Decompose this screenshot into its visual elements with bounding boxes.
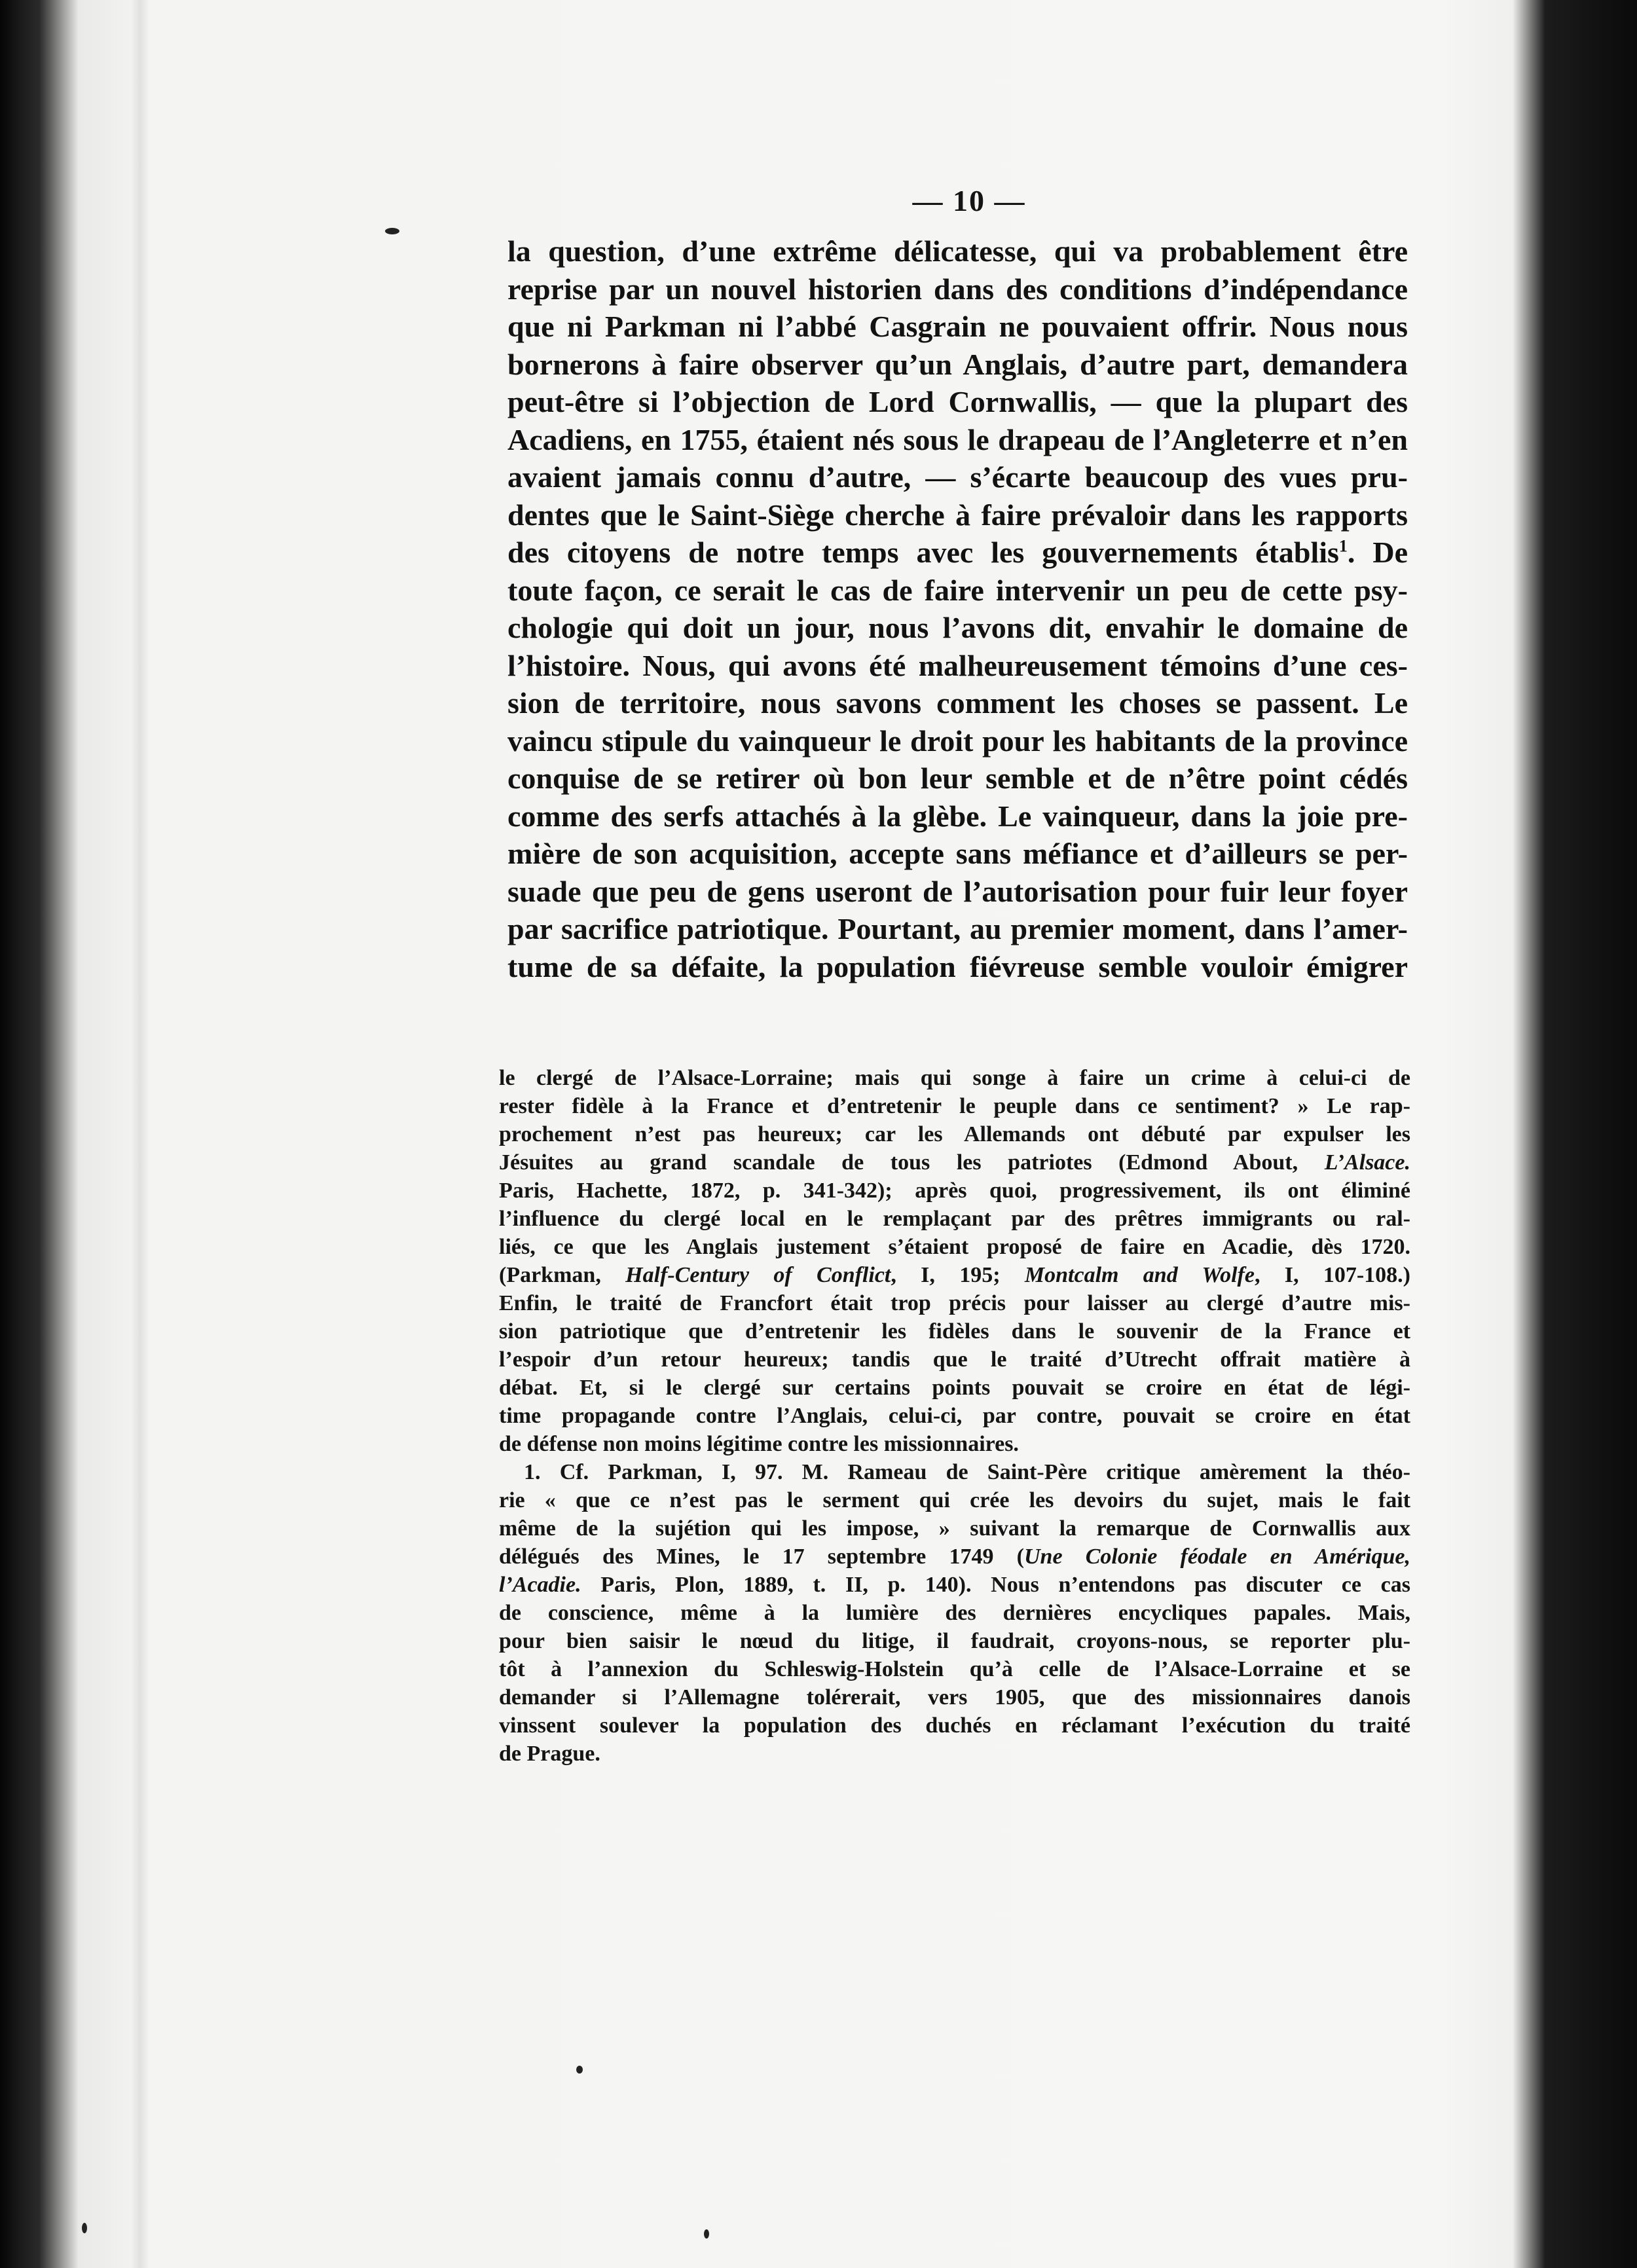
text-line: vaincu stipule du vainqueur le droit pour les habitants de la province — [507, 723, 1408, 758]
footnote-marker: 1 — [1338, 536, 1348, 556]
text-line: par sacrifice patriotique. Pourtant, au premier moment, dans l’amer- — [507, 912, 1408, 945]
book-title: Half-Century of Conflict — [625, 1263, 891, 1287]
note-line: le clergé de l’Alsace-Lorraine; mais qui songe à faire un crime à celui-ci de — [499, 1066, 1410, 1090]
text-line: conquise de se retirer où bon leur semble et de n’être point cédés — [507, 761, 1408, 795]
footnote-line: tôt à l’annexion du Schleswig-Holstein qu’à celle de l’Alsace-Lorraine et se — [499, 1657, 1410, 1681]
text-line: sion de territoire, nous savons comment les choses se passent. Le — [507, 686, 1408, 720]
text-line: chologie qui doit un jour, nous l’avons dit, envahir le domaine de — [507, 611, 1408, 644]
note-line: l’influence du clergé local en le remplaçant par des prêtres immigrants ou ral- — [499, 1207, 1410, 1231]
scan-speck — [576, 2066, 583, 2074]
scan-speck — [704, 2229, 709, 2239]
footnote-line: de conscience, même à la lumière des dernières encycliques papales. Mais, — [499, 1601, 1410, 1625]
note-segment: Jésuites au grand scandale de tous les patriotes (Edmond About, — [499, 1150, 1325, 1175]
text-line: la question, d’une extrême délicatesse, qui va probablement être — [507, 234, 1408, 268]
text-line: l’histoire. Nous, qui avons été malheureusement témoins d’une ces- — [507, 648, 1408, 682]
text-line: avaient jamais connu d’autre, — s’écarte beaucoup des vues pru- — [507, 460, 1408, 494]
note-line: time propagande contre l’Anglais, celui-ci, par contre, pouvait se croire en état — [499, 1404, 1410, 1428]
footnote-line: de Prague. — [499, 1742, 600, 1766]
footnote-line — [499, 1571, 1410, 1599]
text-line — [507, 534, 1408, 572]
note-segment: , I, 107-108.) — [1254, 1263, 1410, 1287]
main-text — [507, 232, 1408, 985]
note-line: prochement n’est pas heureux; car les Allemands ont débuté par expulser les — [499, 1122, 1410, 1146]
text-line: Acadiens, en 1755, étaient nés sous le drapeau de l’Angleterre et n’en — [507, 422, 1408, 456]
note-line — [499, 1261, 1410, 1289]
book-title: l’Acadie. — [499, 1573, 581, 1597]
book-title: L’Alsace. — [1324, 1150, 1410, 1175]
text-line: mière de son acquisition, accepte sans méfiance et d’ailleurs se per- — [507, 837, 1408, 870]
text-line: bornerons à faire observer qu’un Anglais, d’autre part, demandera — [507, 347, 1408, 381]
footnotes — [499, 1064, 1410, 1768]
scan-speck — [82, 2223, 87, 2233]
footnote-line: demander si l’Allemagne tolérerait, vers 1905, que des missionnaires danois — [499, 1685, 1410, 1710]
note-line: Enfin, le traité de Francfort était trop précis pour laisser au clergé d’autre mis- — [499, 1291, 1410, 1315]
note-segment: délégués des Mines, le 17 septembre 1749 ( — [499, 1545, 1024, 1569]
text-line: comme des serfs attachés à la glèbe. Le vainqueur, dans la joie pre- — [507, 799, 1408, 833]
note-line: liés, ce que les Anglais justement s’étaient proposé de faire en Acadie, dès 1720. — [499, 1235, 1410, 1259]
footnote-line — [499, 1543, 1410, 1571]
page-edge-shadow — [131, 0, 149, 2268]
note-line: Paris, Hachette, 1872, p. 341-342); après quoi, progressivement, ils ont éliminé — [499, 1179, 1410, 1203]
note-segment: (Parkman, — [499, 1263, 626, 1287]
text-line: peut-être si l’objection de Lord Cornwallis, — que la plupart des — [507, 385, 1408, 418]
text-line: toute façon, ce serait le cas de faire intervenir un peu de cette psy- — [507, 573, 1408, 607]
note-line: de défense non moins légitime contre les missionnaires. — [499, 1432, 1019, 1456]
text-line: dentes que le Saint-Siège cherche à faire prévaloir dans les rapports — [507, 498, 1408, 532]
footnote-line: 1. Cf. Parkman, I, 97. M. Rameau de Saint-Père critique amèrement la théo- — [524, 1460, 1410, 1484]
text-line: suade que peu de gens useront de l’autorisation pour fuir leur foyer — [507, 874, 1408, 908]
text-segment: . De — [1347, 536, 1408, 569]
footnote-line: même de la sujétion qui les impose, » suivant la remarque de Cornwallis aux — [499, 1516, 1410, 1541]
note-line: l’espoir d’un retour heureux; tandis que le traité d’Utrecht offrait matière à — [499, 1347, 1410, 1372]
footnote-line: vinssent soulever la population des duchés en réclamant l’exécution du traité — [499, 1713, 1410, 1738]
note-line — [499, 1148, 1410, 1177]
note-line: débat. Et, si le clergé sur certains points pouvait se croire en état de légi- — [499, 1376, 1410, 1400]
note-line: rester fidèle à la France et d’entretenir le peuple dans ce sentiment? » Le rap- — [499, 1094, 1410, 1118]
book-title: Une Colonie féodale en Amérique, — [1023, 1545, 1410, 1569]
text-line: que ni Parkman ni l’abbé Casgrain ne pouvaient offrir. Nous nous — [507, 310, 1408, 343]
scan-speck — [385, 228, 399, 234]
page-number: — 10 — — [912, 184, 1026, 217]
note-line: sion patriotique que d’entretenir les fidèles dans le souvenir de la France et — [499, 1319, 1410, 1344]
text-segment: des citoyens de notre temps avec les gouvernements établis — [507, 536, 1339, 569]
footnote-line: rie « que ce n’est pas le serment qui crée les devoirs du sujet, mais le fait — [499, 1488, 1410, 1512]
text-line: tume de sa défaite, la population fiévreuse semble vouloir émigrer — [507, 949, 1408, 983]
book-title: Montcalm and Wolfe — [1024, 1263, 1255, 1287]
footnote-line: pour bien saisir le nœud du litige, il faudrait, croyons-nous, se reporter plu- — [499, 1629, 1410, 1653]
note-segment: Paris, Plon, 1889, t. II, p. 140). Nous n’entendons pas discuter ce cas — [581, 1573, 1410, 1597]
text-line: reprise par un nouvel historien dans des conditions d’indépendance — [507, 272, 1408, 306]
note-segment: , I, 195; — [891, 1263, 1025, 1287]
